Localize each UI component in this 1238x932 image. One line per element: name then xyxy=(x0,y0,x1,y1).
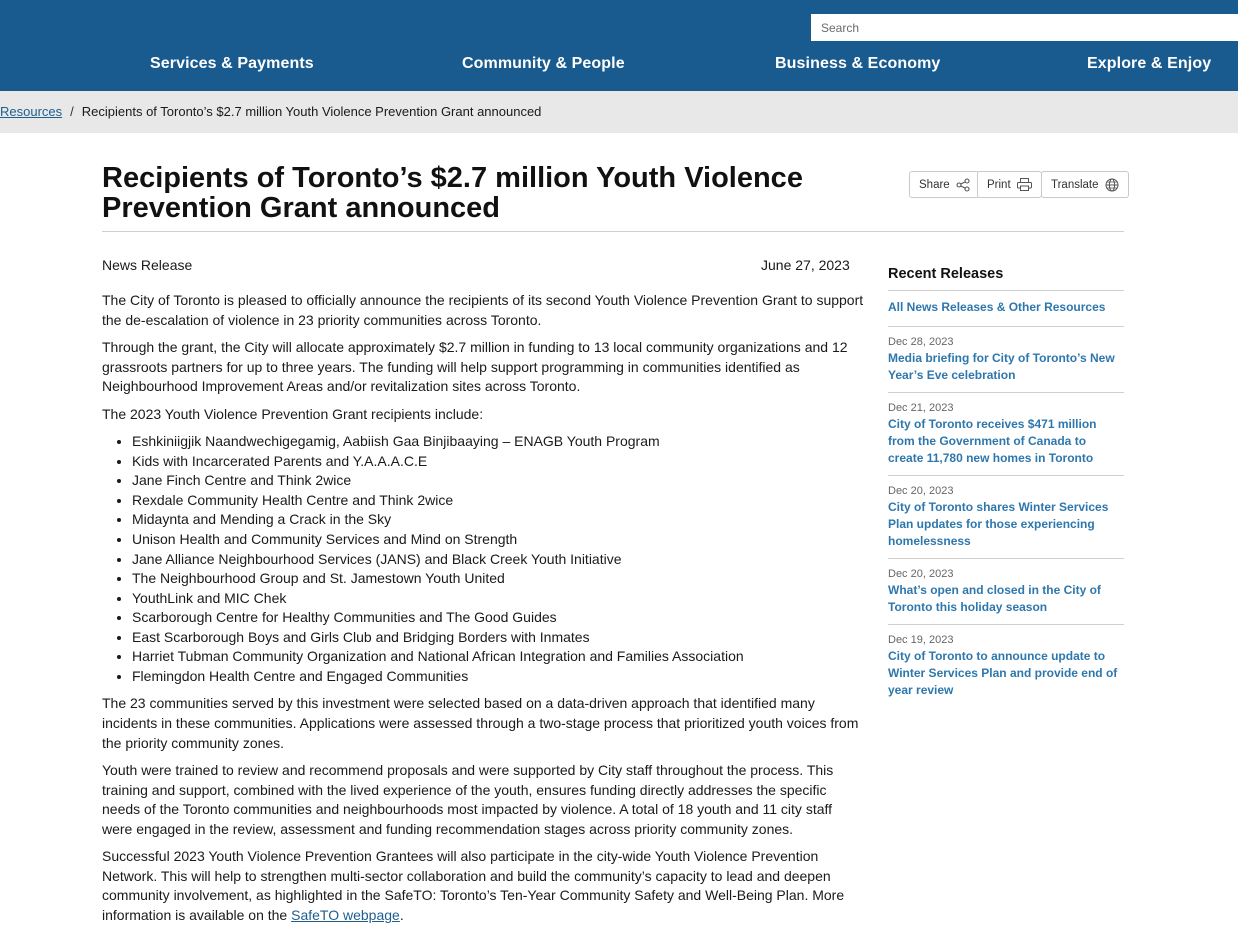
list-item xyxy=(888,476,1124,559)
list-item: • Harriet Tubman Community Organization and National African Integration and Families Association xyxy=(132,647,864,667)
release-item-date: Dec 19, 2023 xyxy=(888,634,954,646)
list-item: • YouthLink and MIC Chek xyxy=(132,589,864,609)
translate-button[interactable] xyxy=(1041,171,1129,198)
nav-community-people[interactable]: Community & People xyxy=(462,55,625,72)
release-item-date: Dec 21, 2023 xyxy=(888,402,954,414)
recent-releases-heading: Recent Releases xyxy=(888,266,1124,291)
page-title: Recipients of Toronto’s $2.7 million Youth Violence Prevention Grant announced xyxy=(102,162,803,224)
list-item xyxy=(888,327,1124,393)
nav-services-payments[interactable]: Services & Payments xyxy=(150,55,314,72)
recent-releases-sidebar xyxy=(888,266,1124,707)
paragraph-selection: The 23 communities served by this investment were selected based on a data-driven approach that identified many incidents in these communities. Applications were assessed through a two-stage process that prioritized youth voices from the priority community zones. xyxy=(102,695,859,751)
release-item-date: Dec 28, 2023 xyxy=(888,336,954,348)
release-item-date: Dec 20, 2023 xyxy=(888,485,954,497)
article-body xyxy=(102,291,864,932)
paragraph-network-end: . xyxy=(399,907,404,923)
print-label: Print xyxy=(987,178,1011,191)
release-item-date: Dec 20, 2023 xyxy=(888,568,954,580)
breadcrumb-separator: / xyxy=(70,104,74,119)
list-item xyxy=(888,393,1124,476)
paragraph-recipients-intro: The 2023 Youth Violence Prevention Grant recipients include: xyxy=(102,405,484,422)
paragraph-intro: The City of Toronto is pleased to officially announce the recipients of its second Youth Violence Prevention Grant to support the de-escalation of violence in 23 priority communities across Toronto. xyxy=(102,292,864,328)
list-item: • Scarborough Centre for Healthy Communities and The Good Guides xyxy=(132,608,864,628)
list-item xyxy=(888,625,1124,707)
list-item: • Unison Health and Community Services and Mind on Strength xyxy=(132,530,864,550)
list-item xyxy=(888,559,1124,625)
paragraph-network-text: Successful 2023 Youth Violence Prevention Grantees will also participate in the city-wide Youth Violence Prevention Network. This will help to strengthen multi-sector collaboration and build the community’s capacity to lead and deepen community involvement, as highlighted in the SafeTO: Toronto’s Ten-Year Community Safety and Well-Being Plan. More information is available on the xyxy=(102,848,845,923)
globe-icon xyxy=(1105,178,1119,192)
list-item: • Flemingdon Health Centre and Engaged Communities xyxy=(132,667,864,687)
list-item: • Eshkiniigjik Naandwechigegamig, Aabiish Gaa Binjibaaying – ENAGB Youth Program xyxy=(132,432,864,452)
nav-explore-enjoy[interactable]: Explore & Enjoy xyxy=(1087,55,1212,72)
breadcrumb-current: Recipients of Toronto’s $2.7 million Youth Violence Prevention Grant announced xyxy=(81,104,542,119)
paragraph-network xyxy=(102,847,864,925)
print-button[interactable] xyxy=(977,171,1042,198)
nav-business-economy[interactable]: Business & Economy xyxy=(775,55,941,72)
list-item: • Midaynta and Mending a Crack in the Sky xyxy=(132,510,864,530)
breadcrumb xyxy=(0,104,541,119)
search-field[interactable] xyxy=(811,14,1238,41)
paragraph-youth-review: Youth were trained to review and recommend proposals and were supported by City staff throughout the process. This training and support, combined with the lived experience of the youth, ensures funding directly addresses the specific needs of the Toronto communities and neighbourhoods most impacted by violence. A total of 18 youth and 11 city staff were engaged in the review, assessment and funding recommendation stages across priority community zones. xyxy=(102,762,834,837)
release-item-link[interactable]: What’s open and closed in the City of Toronto this holiday season xyxy=(888,583,1101,614)
translate-label: Translate xyxy=(1051,178,1099,191)
printer-icon xyxy=(1017,178,1032,191)
release-date: June 27, 2023 xyxy=(761,257,850,273)
share-button[interactable] xyxy=(909,171,980,198)
release-item-link[interactable]: City of Toronto shares Winter Services Plan updates for those experiencing homelessness xyxy=(888,500,1109,548)
release-item-link[interactable]: Media briefing for City of Toronto’s New Year’s Eve celebration xyxy=(888,351,1115,382)
share-icon xyxy=(956,178,970,192)
main-nav xyxy=(0,55,1238,77)
release-item-link[interactable]: City of Toronto to announce update to Winter Services Plan and provide end of year review xyxy=(888,649,1118,697)
all-news-releases-link[interactable]: All News Releases & Other Resources xyxy=(888,291,1124,327)
list-item: • The Neighbourhood Group and St. Jamestown Youth United xyxy=(132,569,864,589)
list-item: • Kids with Incarcerated Parents and Y.A.A.A.C.E xyxy=(132,452,864,472)
site-header xyxy=(0,0,1238,91)
title-divider xyxy=(102,231,1124,232)
release-item-link[interactable]: City of Toronto receives $471 million from the Government of Canada to create 11,780 new homes in Toronto xyxy=(888,417,1097,465)
paragraph-funding: Through the grant, the City will allocate approximately $2.7 million in funding to 13 local community organizations and 12 grassroots partners for up to three years. The funding will help support programming in communities identified as Neighbourhood Improvement Areas and/or revitalization sites across Toronto. xyxy=(102,338,848,395)
list-item: • East Scarborough Boys and Girls Club and Bridging Borders with Inmates xyxy=(132,628,864,648)
list-item: • Rexdale Community Health Centre and Think 2wice xyxy=(132,491,864,511)
list-item: • Jane Alliance Neighbourhood Services (JANS) and Black Creek Youth Initiative xyxy=(132,550,864,570)
search-input[interactable] xyxy=(821,21,1228,35)
breadcrumb-resources-link[interactable]: Resources xyxy=(0,104,63,119)
release-type: News Release xyxy=(102,257,193,273)
safeto-webpage-link[interactable]: SafeTO webpage xyxy=(291,907,400,923)
recipients-list xyxy=(132,432,864,687)
share-label: Share xyxy=(919,178,950,191)
list-item: • Jane Finch Centre and Think 2wice xyxy=(132,471,864,491)
